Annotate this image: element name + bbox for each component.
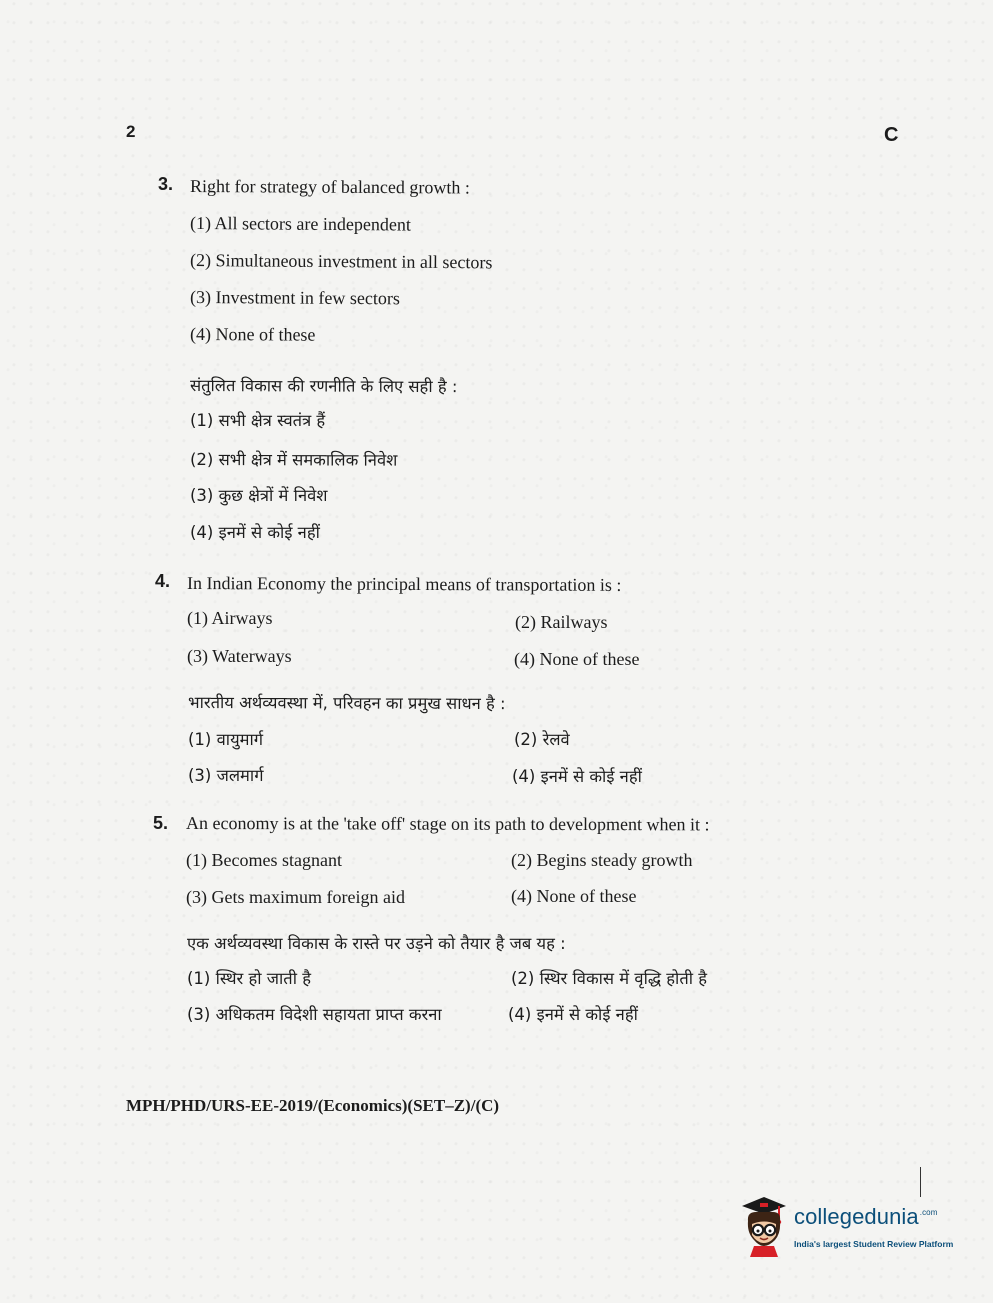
question-4-option-2: (2) Railways	[515, 612, 608, 632]
question-4-hindi-option-3: (3) जलमार्ग	[188, 766, 264, 785]
question-5-hindi-option-4: (4) इनमें से कोई नहीं	[508, 1005, 638, 1024]
collegedunia-tagline: India's largest Student Review Platform	[794, 1239, 954, 1249]
question-3-hindi-option-2: (2) सभी क्षेत्र में समकालिक निवेश	[189, 450, 398, 470]
question-5-option-1: (1) Becomes stagnant	[186, 850, 342, 870]
question-3-text: Right for strategy of balanced growth :	[189, 176, 470, 198]
collegedunia-brand-tm: .com	[919, 1208, 938, 1217]
collegedunia-brand-name: collegedunia	[794, 1204, 919, 1229]
question-5-option-3: (3) Gets maximum foreign aid	[186, 887, 405, 907]
question-3-hindi-option-4: (4) इनमें से कोई नहीं	[190, 523, 320, 542]
question-3-number: 3.	[158, 174, 174, 194]
question-5-number: 5.	[153, 813, 169, 833]
collegedunia-brand	[794, 1204, 938, 1230]
question-4-hindi-text: भारतीय अर्थव्यवस्था में, परिवहन का प्रमुख साधन है :	[187, 693, 506, 714]
question-4-option-3: (3) Waterways	[187, 646, 292, 666]
page-number: 2	[126, 122, 136, 141]
question-3-hindi-text: संतुलित विकास की रणनीति के लिए सही है :	[189, 376, 458, 397]
question-4-text: In Indian Economy the principal means of transportation is :	[186, 573, 622, 595]
question-5-hindi-option-2: (2) स्थिर विकास में वृद्धि होती है	[511, 969, 708, 988]
bleed-through-text	[560, 180, 565, 198]
question-4-hindi-option-1: (1) वायुमार्ग	[188, 730, 264, 749]
question-4-hindi-option-4: (4) इनमें से कोई नहीं	[512, 767, 642, 786]
question-4-hindi-option-2: (2) रेलवे	[514, 730, 570, 749]
question-4-option-4: (4) None of these	[514, 649, 640, 669]
collegedunia-logo-icon	[738, 1193, 790, 1259]
set-letter: C	[884, 124, 899, 146]
question-5-hindi-option-3: (3) अधिकतम विदेशी सहायता प्राप्त करना	[187, 1005, 442, 1024]
footer-code: MPH/PHD/URS-EE-2019/(Economics)(SET–Z)/(C)	[126, 1096, 500, 1115]
question-5-option-4: (4) None of these	[511, 886, 637, 906]
collegedunia-watermark	[738, 1193, 960, 1259]
question-3-option-3: (3) Investment in few sectors	[189, 287, 400, 309]
question-5-hindi-option-1: (1) स्थिर हो जाती है	[187, 969, 311, 988]
question-4-number: 4.	[155, 571, 171, 591]
question-4-option-1: (1) Airways	[187, 608, 273, 628]
question-3-hindi-option-1: (1) सभी क्षेत्र स्वतंत्र हैं	[190, 411, 326, 430]
question-3-option-2: (2) Simultaneous investment in all sectors	[189, 250, 493, 273]
question-5-hindi-text: एक अर्थव्यवस्था विकास के रास्ते पर उड़ने को तैयार है जब यह :	[187, 934, 566, 953]
question-5-option-2: (2) Begins steady growth	[511, 850, 693, 870]
question-5-text: An economy is at the 'take off' stage on its path to development when it :	[185, 813, 710, 835]
question-3-option-1: (1) All sectors are independent	[189, 213, 411, 235]
question-3-hindi-option-3: (3) कुछ क्षेत्रों में निवेश	[190, 486, 328, 505]
question-3-option-4: (4) None of these	[189, 324, 316, 345]
